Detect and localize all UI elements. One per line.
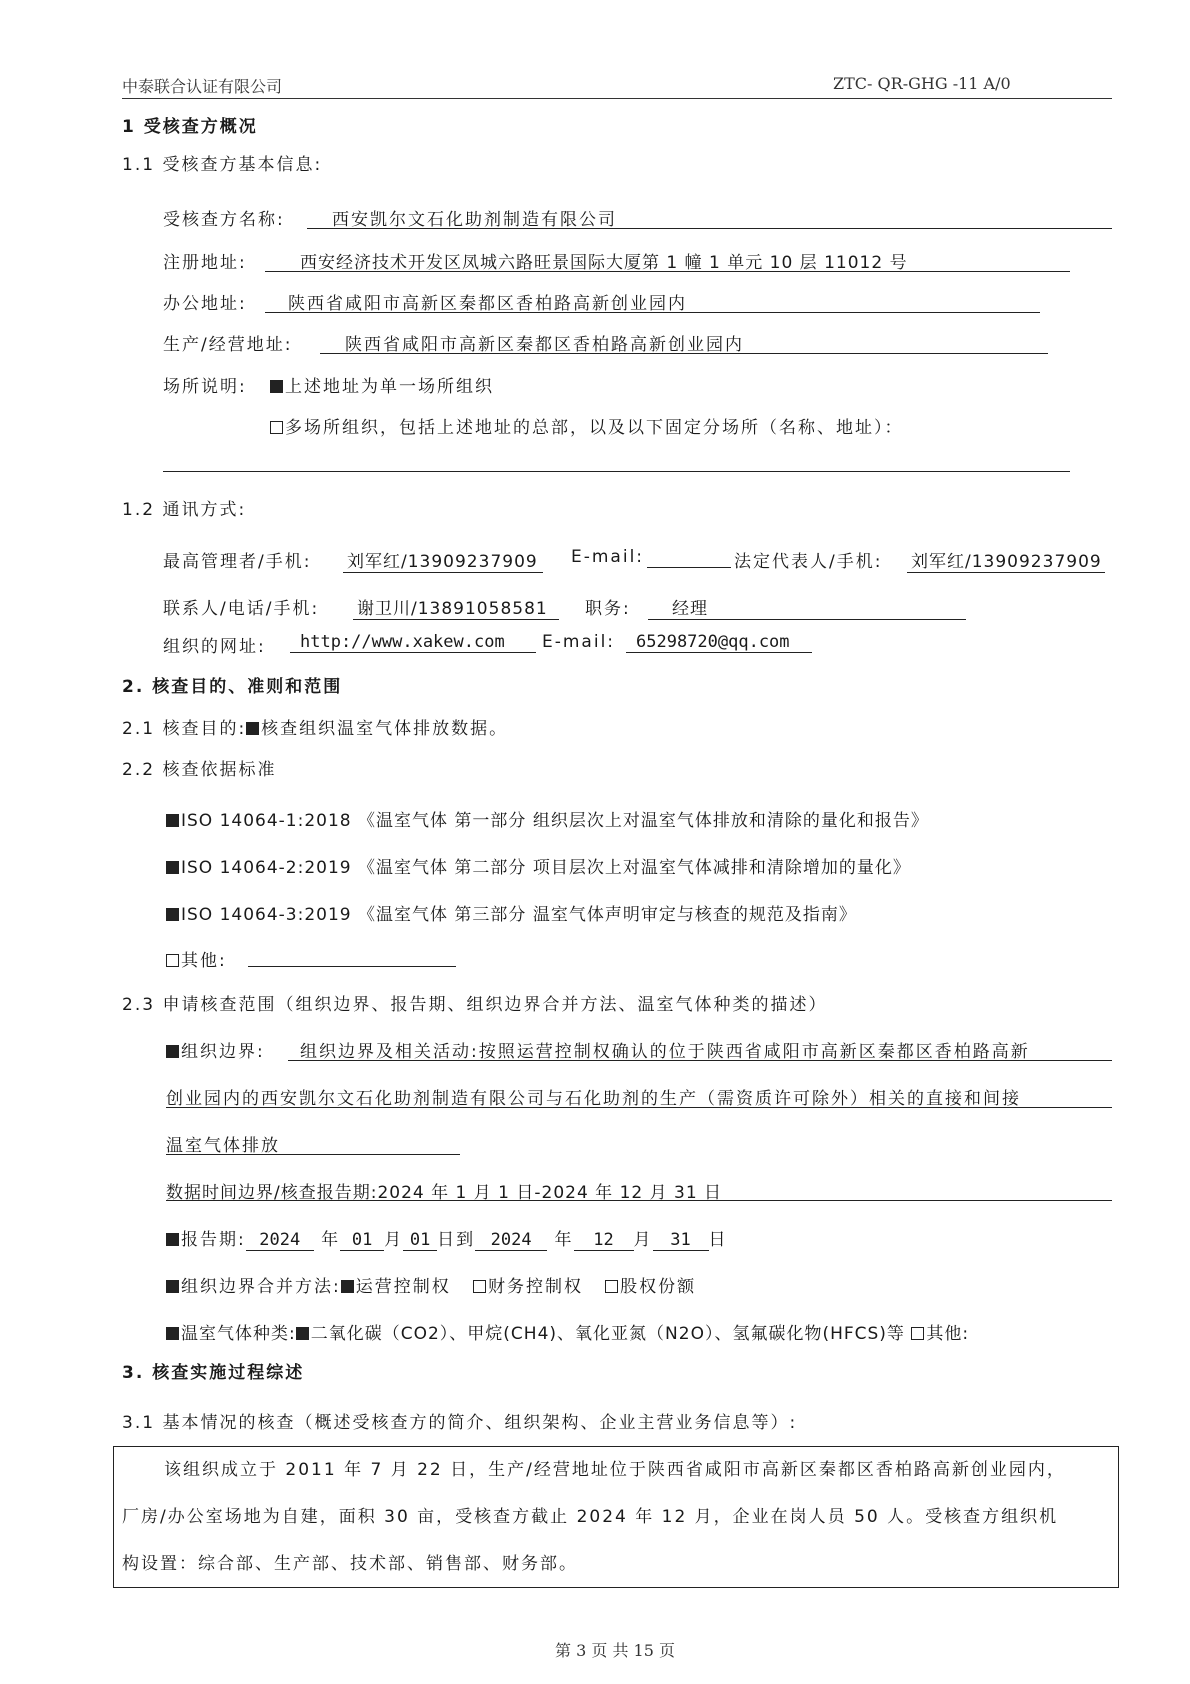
unchecked-box-icon — [473, 1280, 486, 1293]
section-2-title: 2. 核查目的、准则和范围 — [122, 677, 343, 697]
office-address-underline — [265, 312, 1040, 313]
duty-value: 经理 — [648, 594, 966, 620]
legal-rep-value: 刘军红/13909237909 — [907, 547, 1105, 573]
checked-box-icon — [246, 722, 259, 735]
email2-value: 65298720@qq.com — [626, 632, 812, 653]
checked-box-icon — [341, 1280, 354, 1293]
section-1-1-title: 1.1 受核查方基本信息: — [122, 155, 323, 175]
reg-address-underline — [265, 271, 1070, 272]
standard-3: ISO 14064-3:2019 《温室气体 第三部分 温室气体声明审定与核查的规范及指南》 — [166, 900, 857, 925]
email-label: E-mail: — [571, 547, 645, 567]
org-name-value: 西安凯尔文石化助剂制造有限公司 — [332, 210, 617, 230]
section-3-1-title: 3.1 基本情况的核查（概述受核查方的简介、组织架构、企业主营业务信息等）: — [122, 1413, 798, 1433]
legal-rep-label: 法定代表人/手机: — [734, 552, 883, 572]
checked-box-icon — [166, 908, 179, 921]
unchecked-box-icon — [166, 954, 179, 967]
company-name: 中泰联合认证有限公司 — [122, 77, 283, 96]
prod-address-label: 生产/经营地址: — [163, 335, 293, 355]
contact-label: 联系人/电话/手机: — [163, 599, 320, 619]
branch-sites-blank-line — [163, 471, 1070, 472]
basic-info-summary-box — [113, 1446, 1119, 1588]
checked-box-icon — [166, 1327, 179, 1340]
section-2-3-title: 2.3 申请核查范围（组织边界、报告期、组织边界合并方法、温室气体种类的描述） — [122, 995, 828, 1015]
section-1-2-title: 1.2 通讯方式: — [122, 500, 247, 520]
boundary-line-3: 温室气体排放 — [166, 1136, 280, 1156]
boundary-label: 组织边界: — [166, 1037, 265, 1062]
report-period: 报告期: 2024 年 01 月 01 日到 2024 年 12 月 31 日 — [166, 1225, 728, 1251]
boundary-line-1: 组织边界及相关活动:按照运营控制权确认的位于陕西省咸阳市高新区秦都区香柏路高新 — [300, 1042, 1030, 1062]
summary-line-1: 该组织成立于 2011 年 7 月 22 日，生产/经营地址位于陕西省咸阳市高新区秦都区香柏路高新创业园内， — [164, 1460, 1066, 1480]
top-manager-value: 刘军红/13909237909 — [343, 547, 543, 573]
ghg-types: 温室气体种类: 二氧化碳（CO2）、甲烷(CH4)、氧化亚氮（N2O）、氢氟碳化物(HFCS)等 其他: — [166, 1319, 969, 1344]
section-3-title: 3. 核查实施过程综述 — [122, 1363, 305, 1383]
data-period: 数据时间边界/核查报告期:2024 年 1 月 1 日-2024 年 12 月 31 日 — [166, 1183, 723, 1203]
summary-line-3: 构设置：综合部、生产部、技术部、销售部、财务部。 — [122, 1554, 578, 1574]
reg-address-value: 西安经济技术开发区凤城六路旺景国际大厦第 1 幢 1 单元 10 层 11012 号 — [300, 253, 908, 273]
unchecked-box-icon — [605, 1280, 618, 1293]
office-address-label: 办公地址: — [163, 294, 247, 314]
org-name-label: 受核查方名称: — [163, 210, 285, 230]
data-period-underline — [166, 1200, 1112, 1201]
checked-box-icon — [296, 1327, 309, 1340]
standard-2: ISO 14064-2:2019 《温室气体 第二部分 项目层次上对温室气体减排和清除增加的量化》 — [166, 853, 911, 878]
standard-1: ISO 14064-1:2018 《温室气体 第一部分 组织层次上对温室气体排放和清除的量化和报告》 — [166, 806, 929, 831]
section-1-title: 1 受核查方概况 — [122, 117, 258, 137]
section-2-2-title: 2.2 核查依据标准 — [122, 760, 277, 780]
consolidation-method: 组织边界合并方法: 运营控制权 财务控制权 股权份额 — [166, 1272, 696, 1297]
office-address-value: 陕西省咸阳市高新区秦都区香柏路高新创业园内 — [288, 294, 687, 314]
checked-box-icon — [166, 1045, 179, 1058]
unchecked-box-icon — [270, 421, 283, 434]
boundary-underline-2 — [166, 1107, 1112, 1108]
org-name-underline — [307, 228, 1112, 229]
boundary-underline-1 — [288, 1060, 1112, 1061]
top-manager-label: 最高管理者/手机: — [163, 552, 312, 572]
header-divider — [122, 98, 1112, 99]
email-blank-line — [647, 567, 731, 568]
purpose-line: 2.1 核查目的: 核查组织温室气体排放数据。 — [122, 719, 509, 739]
boundary-underline-3 — [166, 1154, 460, 1155]
reg-address-label: 注册地址: — [163, 253, 247, 273]
prod-address-value: 陕西省咸阳市高新区秦都区香柏路高新创业园内 — [345, 335, 744, 355]
summary-line-2: 厂房/办公室场地为自建，面积 30 亩，受核查方截止 2024 年 12 月，企业在岗人员 50 人。受核查方组织机 — [122, 1507, 1059, 1527]
site-single-option: 上述地址为单一场所组织 — [270, 372, 494, 397]
contact-value: 谢卫川/13891058581 — [353, 594, 559, 620]
checked-box-icon — [270, 380, 283, 393]
boundary-line-2: 创业园内的西安凯尔文石化助剂制造有限公司与石化助剂的生产（需资质许可除外）相关的直接和间接 — [166, 1089, 1021, 1109]
checked-box-icon — [166, 861, 179, 874]
page-number: 第 3 页 共 15 页 — [555, 1641, 675, 1660]
site-label: 场所说明: — [163, 377, 247, 397]
prod-address-underline — [320, 353, 1048, 354]
website-value: http://www.xakew.com — [290, 632, 536, 653]
website-label: 组织的网址: — [163, 637, 266, 657]
document-code: ZTC- QR-GHG -11 A/0 — [833, 74, 1011, 93]
checked-box-icon — [166, 814, 179, 827]
site-multi-option: 多场所组织，包括上述地址的总部，以及以下固定分场所（名称、地址）： — [270, 413, 904, 438]
other-standard-blank-line — [248, 966, 456, 967]
checked-box-icon — [166, 1280, 179, 1293]
email2-label: E-mail: — [542, 632, 616, 652]
checked-box-icon — [166, 1233, 179, 1246]
standard-other: 其他: — [166, 946, 227, 971]
duty-label: 职务: — [585, 599, 631, 619]
unchecked-box-icon — [911, 1327, 924, 1340]
